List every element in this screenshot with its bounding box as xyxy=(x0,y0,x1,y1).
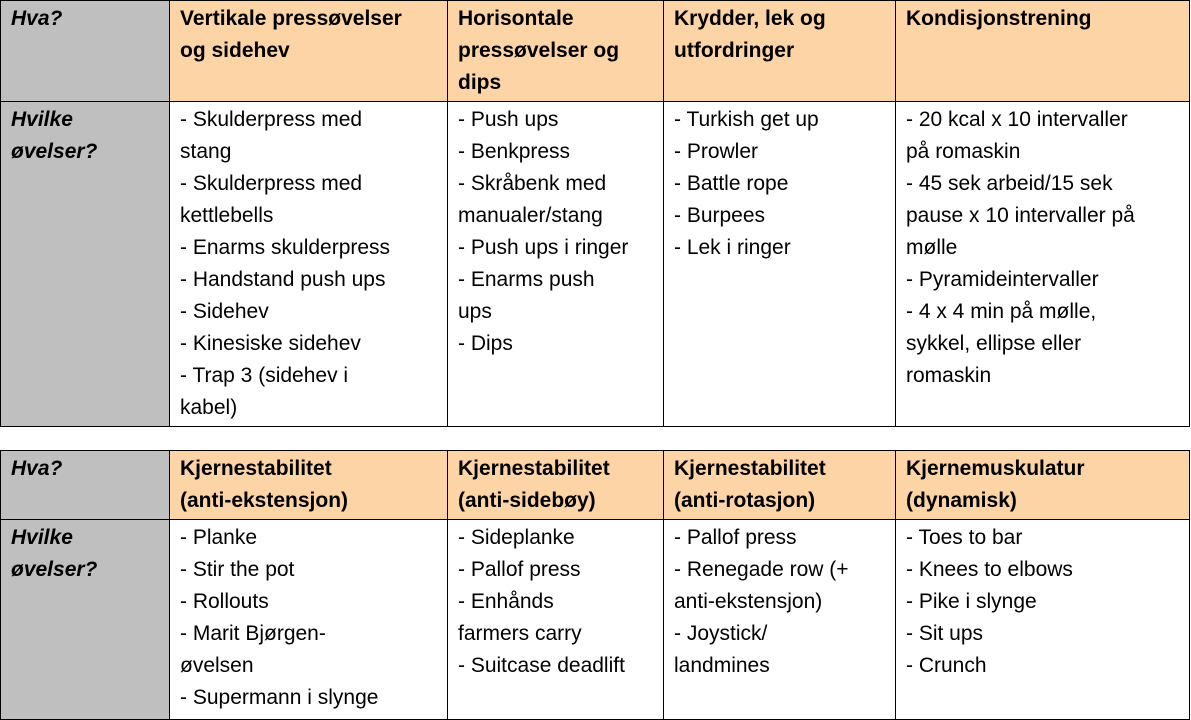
label-which-line: øvelser? xyxy=(11,140,98,163)
list-item: - Dips xyxy=(458,332,513,355)
header-row xyxy=(1,451,1190,520)
list-item: øvelsen xyxy=(180,654,254,677)
header-line: (anti-sidebøy) xyxy=(458,489,596,512)
header-line: pressøvelser og xyxy=(458,39,620,62)
list-item: på romaskin xyxy=(906,140,1021,163)
exercise-list xyxy=(664,520,896,720)
label-which-line: øvelser? xyxy=(11,558,98,581)
column-header xyxy=(448,1,664,102)
list-item: - 45 sek arbeid/15 sek xyxy=(906,172,1113,195)
header-line: Kjernemuskulatur xyxy=(906,457,1085,480)
column-header xyxy=(664,451,896,520)
exercise-list xyxy=(664,102,896,427)
list-item: - Battle rope xyxy=(674,172,789,195)
header-line: (dynamisk) xyxy=(906,489,1017,512)
list-item: - 20 kcal x 10 intervaller xyxy=(906,108,1128,131)
header-line: Krydder, lek og xyxy=(674,7,826,30)
list-item: mølle xyxy=(906,236,958,259)
header-line: og sidehev xyxy=(180,39,290,62)
label-what: Hva? xyxy=(11,7,63,30)
exercise-list xyxy=(896,102,1190,427)
list-item: - Enhånds xyxy=(458,590,554,613)
label-which-line: Hvilke xyxy=(11,108,73,131)
list-item: - Marit Bjørgen- xyxy=(180,622,326,645)
list-item: kabel) xyxy=(180,396,238,419)
row-label-what xyxy=(1,451,170,520)
column-header xyxy=(170,1,448,102)
exercise-list xyxy=(170,520,448,720)
list-item: - Prowler xyxy=(674,140,759,163)
list-item: stang xyxy=(180,140,232,163)
exercises-row xyxy=(1,520,1190,720)
list-item: - Planke xyxy=(180,526,258,549)
header-line: Kjernestabilitet xyxy=(458,457,610,480)
exercise-table-2 xyxy=(0,450,1190,720)
list-item: anti-ekstensjon) xyxy=(674,590,823,613)
list-item: - Pyramideintervaller xyxy=(906,268,1099,291)
header-line: Kondisjonstrening xyxy=(906,7,1092,30)
list-item: - Sidehev xyxy=(180,300,269,323)
list-item: romaskin xyxy=(906,364,992,387)
list-item: - Crunch xyxy=(906,654,987,677)
header-line: Kjernestabilitet xyxy=(180,457,332,480)
row-label-which xyxy=(1,102,170,427)
list-item: farmers carry xyxy=(458,622,582,645)
list-item: - Joystick/ xyxy=(674,622,768,645)
list-item: - Stir the pot xyxy=(180,558,295,581)
list-item: kettlebells xyxy=(180,204,274,227)
label-what: Hva? xyxy=(11,457,63,480)
list-item: - Push ups xyxy=(458,108,559,131)
exercise-list xyxy=(170,102,448,427)
list-item: - Skulderpress med xyxy=(180,108,363,131)
column-header xyxy=(448,451,664,520)
list-item: ups xyxy=(458,300,492,323)
column-header xyxy=(170,451,448,520)
list-item: - Skråbenk med xyxy=(458,172,607,195)
column-header xyxy=(896,1,1190,102)
header-row xyxy=(1,1,1190,102)
header-line: Vertikale pressøvelser xyxy=(180,7,402,30)
list-item: - Sit ups xyxy=(906,622,984,645)
list-item: manualer/stang xyxy=(458,204,603,227)
header-line: dips xyxy=(458,71,502,94)
exercise-list xyxy=(448,520,664,720)
list-item: - Burpees xyxy=(674,204,766,227)
list-item: - Sideplanke xyxy=(458,526,575,549)
list-item: - Suitcase deadlift xyxy=(458,654,625,677)
exercise-list xyxy=(896,520,1190,720)
list-item: - Enarms skulderpress xyxy=(180,236,391,259)
header-line: Horisontale xyxy=(458,7,574,30)
list-item: - Benkpress xyxy=(458,140,571,163)
list-item: - Push ups i ringer xyxy=(458,236,629,259)
list-item: - 4 x 4 min på mølle, xyxy=(906,300,1097,323)
list-item: - Kinesiske sidehev xyxy=(180,332,361,355)
list-item: - Pallof press xyxy=(458,558,581,581)
list-item: - Toes to bar xyxy=(906,526,1023,549)
column-header xyxy=(896,451,1190,520)
list-item: - Turkish get up xyxy=(674,108,819,131)
list-item: - Knees to elbows xyxy=(906,558,1073,581)
list-item: - Skulderpress med xyxy=(180,172,363,195)
header-line: (anti-ekstensjon) xyxy=(180,489,349,512)
list-item: - Supermann i slynge xyxy=(180,686,379,709)
list-item: sykkel, ellipse eller xyxy=(906,332,1082,355)
header-line: (anti-rotasjon) xyxy=(674,489,816,512)
list-item: - Handstand push ups xyxy=(180,268,386,291)
exercise-list xyxy=(448,102,664,427)
exercises-row xyxy=(1,102,1190,427)
list-item: landmines xyxy=(674,654,770,677)
list-item: - Trap 3 (sidehev i xyxy=(180,364,349,387)
list-item: - Lek i ringer xyxy=(674,236,791,259)
list-item: - Enarms push xyxy=(458,268,595,291)
header-line: utfordringer xyxy=(674,39,795,62)
list-item: - Pike i slynge xyxy=(906,590,1037,613)
list-item: - Pallof press xyxy=(674,526,797,549)
list-item: - Renegade row (+ xyxy=(674,558,849,581)
column-header xyxy=(664,1,896,102)
label-which-line: Hvilke xyxy=(11,526,73,549)
header-line: Kjernestabilitet xyxy=(674,457,826,480)
row-label-which xyxy=(1,520,170,720)
row-label-what xyxy=(1,1,170,102)
list-item: pause x 10 intervaller på xyxy=(906,204,1135,227)
list-item: - Rollouts xyxy=(180,590,269,613)
